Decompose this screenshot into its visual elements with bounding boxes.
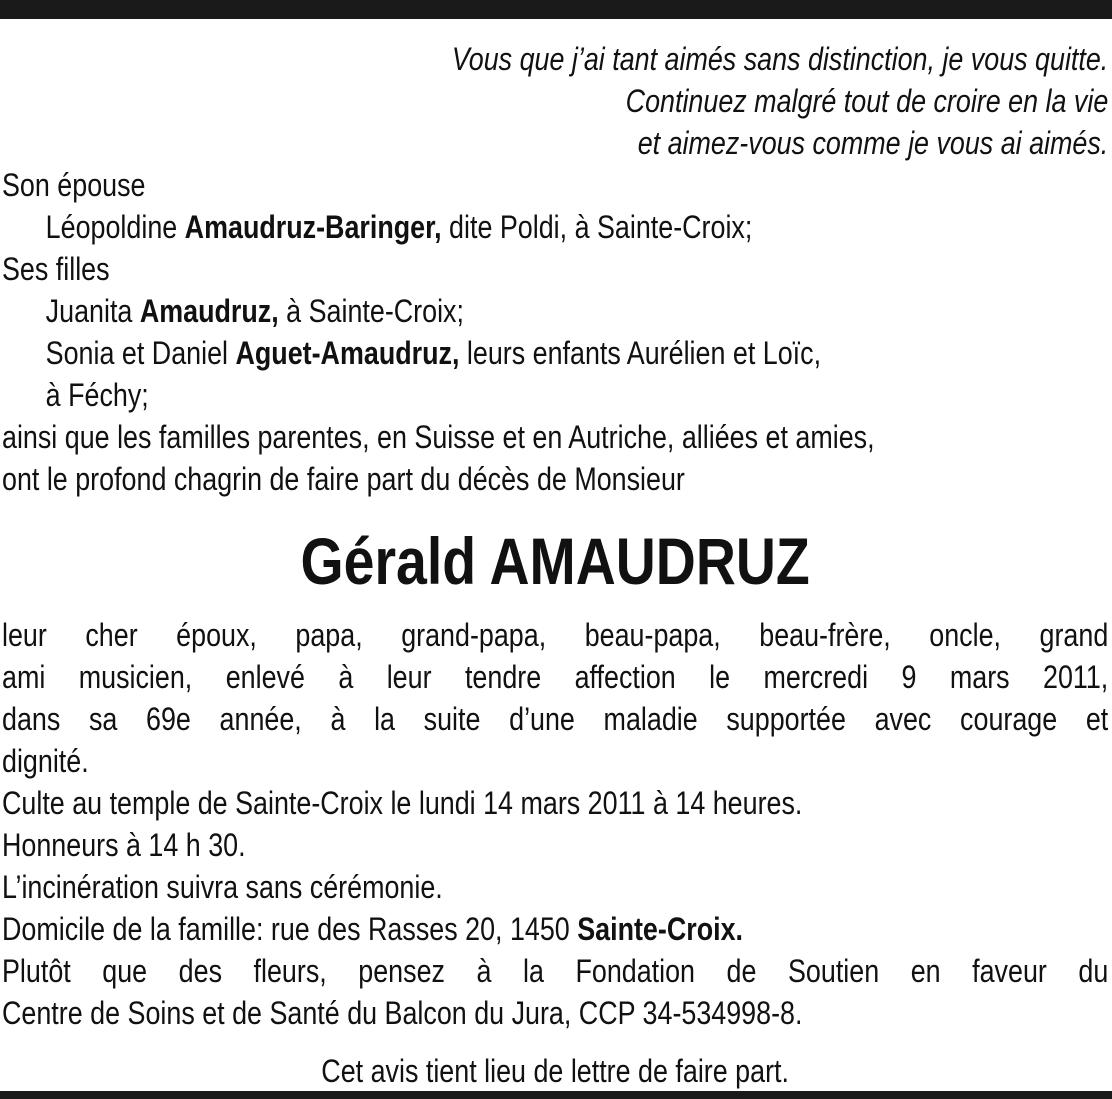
quote-line-3: et aimez-vous comme je vous ai aimés. <box>637 125 1109 161</box>
description-line-1: leur cher époux, papa, grand-papa, beau-papa, beau-frère, oncle, grand <box>2 617 1109 653</box>
description-line-2: ami musicien, enlevé à leur tendre affection le mercredi 9 mars 2011, <box>2 659 1109 695</box>
service-info: Culte au temple de Sainte-Croix le lundi 14 mars 2011 à 14 heures. <box>2 785 803 821</box>
daughter-entry-2 <box>2 332 1108 374</box>
spouse-heading: Son épouse <box>2 167 146 203</box>
domicile-address: Domicile de la famille: rue des Rasses 20, 1450 <box>2 911 578 947</box>
spouse-surname: Amaudruz-Baringer, <box>184 209 442 245</box>
daughter-entry-2-cont: à Féchy; <box>45 377 149 413</box>
domicile-info <box>2 908 1108 950</box>
daughter2-first-name: Sonia et Daniel <box>45 335 236 371</box>
quote-line-2: Continuez malgré tout de croire en la vie <box>625 83 1109 119</box>
flowers-line-1: Plutôt que des fleurs, pensez à la Fondation de Soutien en faveur du <box>2 953 1109 989</box>
deceased-name: Gérald AMAUDRUZ <box>300 524 810 598</box>
bottom-rule <box>0 1091 1112 1099</box>
daughter2-surname: Aguet-Amaudruz, <box>235 335 460 371</box>
epigraph-quote <box>2 38 1108 164</box>
daughters-heading: Ses filles <box>2 251 110 287</box>
daughter1-first-name: Juanita <box>45 293 140 329</box>
relatives-line-2: ont le profond chagrin de faire part du décès de Monsieur <box>2 461 685 497</box>
top-rule <box>0 0 1112 19</box>
closing-note: Cet avis tient lieu de lettre de faire part. <box>321 1053 789 1089</box>
flowers-line-2: Centre de Soins et de Santé du Balcon du Jura, CCP 34-534998-8. <box>2 995 803 1031</box>
description-line-3: dans sa 69e année, à la suite d’une maladie supportée avec courage et <box>2 701 1109 737</box>
spouse-rest: dite Poldi, à Sainte-Croix; <box>441 209 753 245</box>
daughter2-rest: leurs enfants Aurélien et Loïc, <box>459 335 822 371</box>
domicile-town: Sainte-Croix. <box>577 911 744 947</box>
quote-line-1: Vous que j’ai tant aimés sans distinction, je vous quitte. <box>451 41 1109 77</box>
daughter1-surname: Amaudruz, <box>139 293 279 329</box>
relatives-line-1: ainsi que les familles parentes, en Suisse et en Autriche, alliées et amies, <box>2 419 875 455</box>
notice-body <box>2 38 1108 1092</box>
daughter1-rest: à Sainte-Croix; <box>278 293 464 329</box>
spouse-first-name: Léopoldine <box>45 209 185 245</box>
cremation-info: L’incinération suivra sans cérémonie. <box>2 869 443 905</box>
honours-info: Honneurs à 14 h 30. <box>2 827 246 863</box>
daughter-entry-1 <box>2 290 1108 332</box>
description-line-4: dignité. <box>2 743 89 779</box>
spouse-entry <box>2 206 1108 248</box>
